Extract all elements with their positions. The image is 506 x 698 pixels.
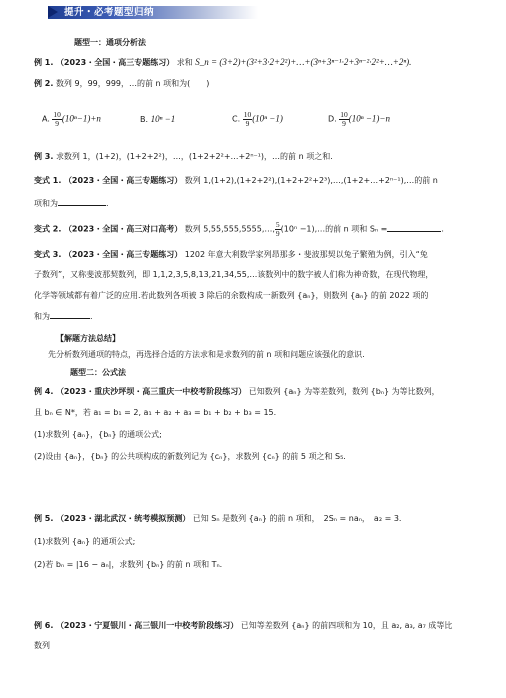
answer-blank[interactable] xyxy=(387,224,441,232)
example-4-line-1: 已知数列 {aₙ} 为等差数列，数列 {bₙ} 为等比数列， xyxy=(248,387,440,396)
example-2-text: 数列 9，99，999，…的前 n 项和为( ) xyxy=(55,79,210,88)
variant-3-line-4: 和为 . xyxy=(34,312,93,321)
example-1-label: 例 1. xyxy=(34,58,54,67)
fraction-numerator: 10 xyxy=(243,110,252,119)
example-4-question-1: (1)求数列 {aₙ}，{bₙ} 的通项公式; xyxy=(34,430,162,439)
fraction-denominator: 9 xyxy=(245,118,250,128)
example-2-label: 例 2. xyxy=(34,79,54,88)
option-c[interactable] xyxy=(232,111,283,127)
example-6-label: 例 6. xyxy=(34,621,54,630)
variant-1-label: 变式 1. xyxy=(34,176,62,185)
variant-1-text-2: 项和为 xyxy=(34,199,58,208)
example-5-source: （2023・湖北武汉・统考模拟预测） xyxy=(55,514,191,523)
example-5-question-1: (1)求数列 {aₙ} 的通项公式; xyxy=(34,537,136,546)
example-5-question-2: (2)若 bₙ = |16 − aₙ|，求数列 {bₙ} 的前 n 项和 Tₙ. xyxy=(34,560,223,569)
example-3-label: 例 3. xyxy=(34,152,54,161)
option-a-text: (10ⁿ−1)+n xyxy=(61,113,101,124)
fraction-numerator: 10 xyxy=(53,110,61,119)
example-4-source: （2023・重庆沙坪坝・高三重庆一中校考阶段练习） xyxy=(55,387,247,396)
option-a-fraction xyxy=(52,111,62,127)
summary-text: 先分析数列通项的特点，再选择合适的方法求和是求数列的前 n 项和问题应该强化的意识. xyxy=(48,350,365,359)
header-triangle-icon xyxy=(48,6,58,18)
variant-3-text-4: 和为 xyxy=(34,312,50,321)
example-1 xyxy=(34,57,411,68)
topic-two-heading: 题型二：公式法 xyxy=(70,368,126,377)
example-5-text: 已知 Sₙ 是数列 {aₙ} 的前 n 项和， 2Sₙ = naₙ， a₂ = 3. xyxy=(192,514,402,523)
option-a[interactable] xyxy=(42,111,101,127)
variant-3-source: （2023・全国・高三专题练习） xyxy=(63,250,183,259)
variant-1-line-2: 项和为 . xyxy=(34,199,109,208)
option-b-label: B. xyxy=(140,115,149,124)
section-title: 提升・必考题型归纳 xyxy=(64,7,155,18)
option-d-text: (10ⁿ −1)−n xyxy=(348,113,390,124)
option-c-fraction xyxy=(243,111,253,127)
fraction-denominator: 9 xyxy=(55,118,60,128)
example-5 xyxy=(34,514,401,524)
option-d-label: D. xyxy=(328,114,337,124)
option-a-label: A. xyxy=(42,114,50,124)
variant-1-text: 数列 1,(1+2),(1+2+2²),(1+2+2²+2³),…,(1+2+…+2ⁿ⁻¹),…的前 n xyxy=(184,176,438,185)
fraction-denominator: 9 xyxy=(342,118,346,128)
variant-2-text-a: 数列 5,55,555,5555,…, xyxy=(184,224,275,234)
option-b[interactable] xyxy=(140,114,175,125)
answer-blank[interactable] xyxy=(58,198,106,206)
example-2 xyxy=(34,79,209,89)
variant-2-source: （2023・全国・高三对口高考） xyxy=(63,224,183,234)
fraction-denominator: 9 xyxy=(275,228,280,238)
variant-3 xyxy=(34,250,428,260)
variant-1 xyxy=(34,176,438,186)
variant-2-text-b: (10ⁿ −1),…的前 n 项和 Sₙ = xyxy=(280,224,388,234)
example-4-label: 例 4. xyxy=(34,387,54,396)
example-3 xyxy=(34,152,333,162)
example-4-line-2: 且 bₙ ∈ N*，若 a₁ = b₁ = 2, a₁ + a₂ + a₃ = b₁ + b₂ + b₃ = 15. xyxy=(34,408,277,417)
example-1-text: 求和 xyxy=(176,58,193,67)
variant-2-label: 变式 2. xyxy=(34,224,62,234)
fraction-numerator: 5 xyxy=(275,220,280,229)
variant-1-source: （2023・全国・高三专题练习） xyxy=(63,176,183,185)
variant-2: 变式 2. （2023・全国・高三对口高考） 数列 5,55,555,5555,…, $\frac{5}{9}$ (10ⁿ −1),…的前 n 项和 Sₙ = . xyxy=(34,220,444,238)
example-4-question-2: (2)设由 {aₙ}，{bₙ} 的公共项构成的新数列记为 {cₙ}，求数列 {cₙ} 的前 5 项之和 S₅. xyxy=(34,452,346,461)
option-b-text: 10ⁿ −1 xyxy=(150,114,176,124)
example-6 xyxy=(34,621,452,631)
example-6-source: （2023・宁夏银川・高三银川一中校考阶段练习） xyxy=(55,621,239,630)
example-1-source: （2023・全国・高三专题练习） xyxy=(55,58,175,67)
example-6-line-1: 已知等差数列 {aₙ} 的前四项和为 10，且 a₂, a₃, a₇ 成等比 xyxy=(240,621,453,630)
variant-3-line-3: 化学等领域都有着广泛的应用.若此数列各项被 3 除后的余数构成一新数列 {aₙ}，则数列 {aₙ} 的前 2022 项的 xyxy=(34,291,429,300)
option-c-text: (10ⁿ −1) xyxy=(252,113,283,124)
example-1-formula: S_n = (3+2)+(3²+3·2+2²)+…+(3ⁿ+3ⁿ⁻¹·2+3ⁿ⁻²·2²+…+2ⁿ). xyxy=(195,57,412,67)
option-c-label: C. xyxy=(232,114,241,124)
variant-3-line-2: 子数列”，又称斐波那契数列，即 1,1,2,3,5,8,13,21,34,55,…该数列中的数字被人们称为神奇数，在现代物理， xyxy=(34,270,434,279)
option-d-fraction xyxy=(339,111,349,127)
section-header xyxy=(48,4,258,22)
summary-heading: 【解题方法总结】 xyxy=(56,334,120,343)
variant-3-line-1: 1202 年意大利数学家列昂那多・斐波那契以兔子繁殖为例，引入“兔 xyxy=(184,250,428,259)
variant-3-label: 变式 3. xyxy=(34,250,62,259)
example-4 xyxy=(34,387,440,397)
answer-blank[interactable] xyxy=(50,311,90,319)
fraction-numerator: 10 xyxy=(340,110,348,119)
example-6-line-2: 数列 xyxy=(34,641,50,650)
example-3-text: 求数列 1，(1+2)，(1+2+2²)，…，(1+2+2²+…+2ⁿ⁻¹)，…的前 n 项之和. xyxy=(55,152,333,161)
topic-one-heading: 题型一：通项分析法 xyxy=(74,38,146,47)
option-d[interactable] xyxy=(328,111,390,127)
example-5-label: 例 5. xyxy=(34,514,54,523)
